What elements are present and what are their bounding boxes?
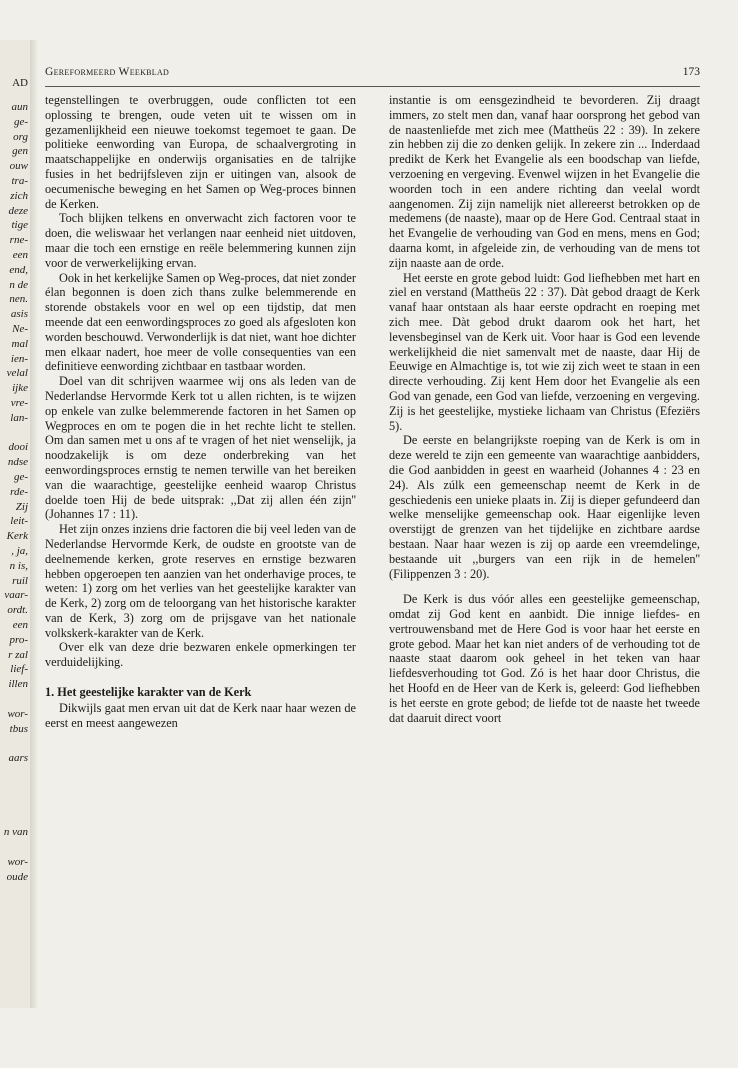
prev-page-line: tra- [11,175,28,187]
prev-page-line: r zal [8,648,28,661]
paragraph: tegenstellingen te overbruggen, oude conflicten tot een oplossing te brengen, oude veten uit te wissen om in gezamenlijkheid een nieuwe toekomst tegemoet te gaan. De politieke eenwording van Europa, de schaalvergroting in maatschappelijke en onderwijs organisaties en de talrijke fusies in het bedrijfsleven zijn er uitingen van, alsook de oecumenische beweging en het Samen op Weg-proces binnen de Kerken. [45,93,356,211]
prev-page-line: ruil [12,574,28,587]
running-head [45,66,700,84]
prev-page-line: illen [8,678,28,691]
prev-page-line: aun [11,101,28,113]
left-column [45,93,356,730]
prev-page-line: tbus [9,722,28,735]
prev-page-line: rde- [10,485,28,498]
prev-page-line: n de [9,278,28,291]
paragraph: Dikwijls gaat men ervan uit dat de Kerk naar haar wezen de eerst en meest aangewezen [45,700,356,730]
prev-page-line: Ne- [12,323,28,335]
section-heading: 1. Het geestelijke karakter van de Kerk [45,685,252,700]
prev-page-line: tige [11,219,28,232]
prev-page-line: org [13,130,28,143]
prev-page-line: zich [10,189,28,202]
prev-page-line: gen [12,145,28,158]
paragraph: Het zijn onzes inziens drie factoren die bij veel leden van de Nederlandse Hervormde Kerk, de oudste en grootste van de deelnemende kerken, grote reserves en ernstige bezwaren hebben opgeroepen ten aanzien van het onderhavige proces, te weten: 1) zorg om het verlies van het geestelijke karakter van de Kerk, 2) zorg om de teloorgang van het historische karakter van de Kerk, 3) zorg om de prijsgave van het nationale volkskerk-karakter van de Kerk. [45,522,356,640]
prev-page-line: ge- [13,115,28,128]
header-rule [45,86,700,87]
paragraph: Ook in het kerkelijke Samen op Weg-proces, dat niet zonder élan begonnen is doen zich thans zulke belemmerende en storende obstakels voor en wel op een tijdstip, dat men meende dat een eenwordingsproces zo goed als afgesloten kon worden beschouwd. Verwonderlijk is dat niet, want hoe dichter men elkaar nadert, hoe meer de volle consequenties van een definitieve eenwording zichtbaar en tastbaar worden. [45,270,356,374]
prev-page-line: oude [6,870,28,883]
binding-gutter [30,40,38,1008]
prev-page-line: een [12,249,28,261]
paragraph: Toch blijken telkens en onverwacht zich factoren voor te doen, die weliswaar het verlangen naar eenheid niet uitdoven, maar die toch een ernstige en reële belemmering kunnen zijn voor de verwerkelijking ervan. [45,211,356,270]
prev-page-line: wor- [7,855,28,868]
prev-page-line: dooi [8,441,28,454]
prev-page-header-fragment: AD [12,77,28,89]
prev-page-line: aars [8,752,28,765]
paragraph: Doel van dit schrijven waarmee wij ons als leden van de Nederlandse Hervormde Kerk tot u allen richten, is te wijzen op enkele van zulke belemmerende factoren in het Samen op Wegproces en om te pogen die in het rechte licht te stellen. Om dan samen met u ons af te vragen of het niet wenselijk, ja noodzakelijk is om deze onderbreking van het eenwordingsproces ernstig te nemen terwille van het bereiken van die waarachtige, geestelijke eenheid waarop Christus doelde toen Hij de bede uitsprak: ,,Dat zij allen één zijn'' (Johannes 17 : 11). [45,374,356,522]
prev-page-line: wor- [7,707,28,720]
prev-page-line: pro- [9,633,28,646]
prev-page-line: lan- [10,411,28,424]
prev-page-line: ouw [9,160,28,173]
paragraph: Over elk van deze drie bezwaren enkele opmerkingen ter verduidelijking. [45,640,356,670]
prev-page-line: rne- [9,234,28,247]
paragraph: De eerste en belangrijkste roeping van de Kerk is om in deze wereld te zijn een gemeente van waarachtige aanbidders, die God aanbidden in geest en waarheid (Johannes 4 : 23 en 24). Als zúlk een gemeenschap neemt de Kerk in de geschiedenis een unieke plaats in. Zij is dieper gefundeerd dan welke menselijke gemeenschap ook. Haar eigenlijke leven overstijgt de grenzen van het tijdelijke en zichtbare aardse bestaan. Naar haar wezen is zij op aarde een vreemdelinge, bestaande uit ,,burgers van een rijk in de hemelen'' (Filippenzen 3 : 20). [389,433,700,581]
prev-page-line: Kerk [6,530,28,543]
paragraph: instantie is om eensgezindheid te bevorderen. Zij draagt immers, zo stelt men dan, vanaf haar oorsprong het gebod van de naastenliefde met zich mee (Mattheüs 22 : 39). In zekere zin hebben zij die zo denken gelijk. In zekere zin ... Inderdaad predikt de Kerk het Evangelie als een boodschap van liefde, verzoening en vergeving. Evenwel wijzen in het Evangelie die woorden toch in een andere richting dan veelal wordt aangenomen. Zij zijn namelijk niet allereerst betrokken op de medemens (de naaste), maar op de Here God. Centraal staat in het Evangelie de verhouding van God en mens, mens en God; daarna komt, in afgeleide zin, de verhouding van de mens tot zijn naaste aan de orde. [389,93,700,270]
prev-page-line: lief- [10,663,28,676]
prev-page-line: ijke [12,382,28,395]
prev-page-line: n van [3,826,28,839]
prev-page-line: een [12,619,28,631]
prev-page-line: mal [11,337,28,350]
prev-page-line: , ja, [11,545,28,557]
prev-page-line: velal [6,367,28,380]
paragraph: De Kerk is dus vóór alles een geestelijke gemeenschap, omdat zij God kent en aanbidt. Die innige liefdes- en vertrouwensband met de Here God is voor haar het eerste en grote gebod. Maar het kan niet anders of de verhouding tot de naaste staat daarom ook geheel in het teken van haar liefdesverhouding tot God. Zó is het haar door Christus, die het Hoofd en de Heer van de Kerk is, geleerd: God liefhebben is het eerste en grote gebod; de liefde tot de naaste het tweede dat daaruit direct voort [389,592,700,725]
prev-page-line: ndse [7,456,28,469]
prev-page-line: Zij [15,500,28,513]
paragraph: Het eerste en grote gebod luidt: God liefhebben met hart en ziel en verstand (Mattheüs 22 : 37). Dàt gebod draagt de Kerk vanaf haar ontstaan als haar eerste opdracht en roeping met zich mee. Dàt gebod drukt daarom ook het hart, het levensbeginsel van de Kerk uit. Voor haar is God een levende werkelijkheid die niet samenvalt met de naaste, daar Hij de Eeuwige en Almachtige is, tot wie zij zich weet te staan in een directe verhouding. Zij kent Hem door het Evangelie als een God van genade, een God van liefde, verzoening en vergeving. Zij is het geestelijke, mystieke lichaam van Christus (Efeziërs 5). [389,270,700,433]
prev-page-line: nen. [9,293,28,306]
prev-page-line: ge- [13,471,28,483]
prev-page-line: end, [9,263,28,276]
prev-page-line: n is, [9,559,28,572]
prev-page-line: leit- [10,515,28,528]
right-column [389,93,700,725]
page-number: 173 [682,66,700,78]
previous-page-edge [0,40,31,1008]
prev-page-line: vaar- [4,589,28,602]
prev-page-line: ordt. [7,604,28,617]
prev-page-line: deze [8,204,28,217]
prev-page-line: vre- [10,397,28,409]
journal-title: Gereformeerd Weekblad [45,66,170,78]
prev-page-line: ien- [10,352,28,365]
prev-page-line: asis [10,308,28,321]
